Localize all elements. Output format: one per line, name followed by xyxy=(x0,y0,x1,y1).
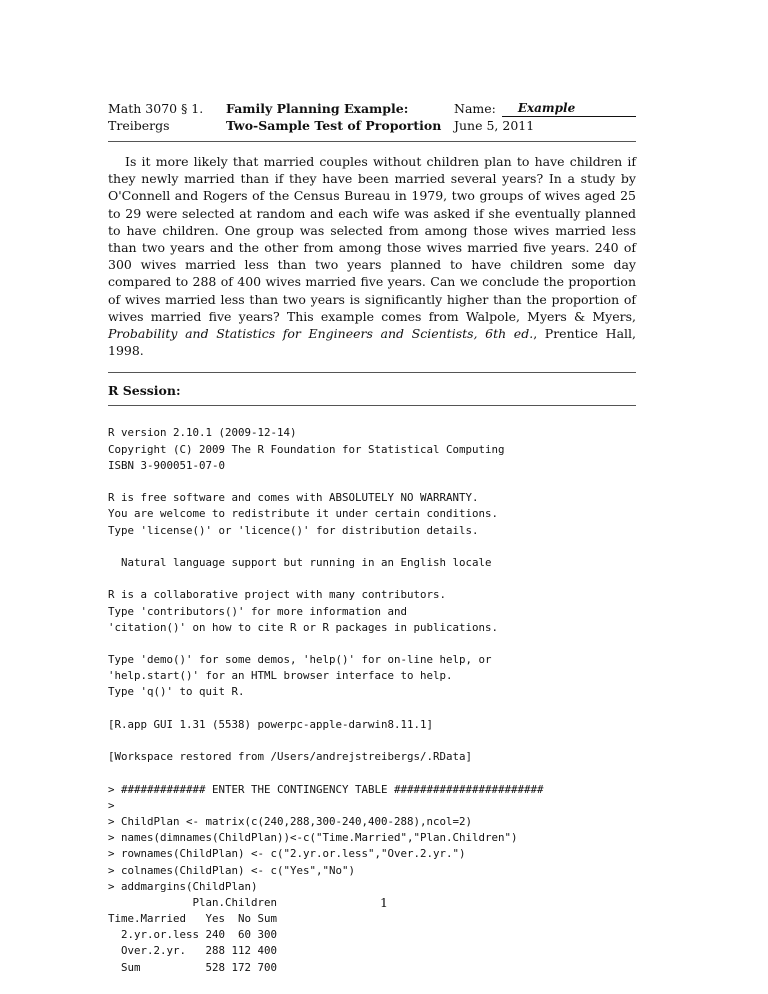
code-line: R is a collaborative project with many contributors. xyxy=(108,588,447,602)
code-line: [Workspace restored from /Users/andrejstreibergs/.RData] xyxy=(108,750,473,764)
document-page xyxy=(108,100,636,976)
code-line xyxy=(108,765,636,781)
course-info xyxy=(108,100,203,134)
code-line xyxy=(108,733,636,749)
r-session-output xyxy=(108,425,636,975)
name-date-block xyxy=(454,100,636,134)
code-line: You are welcome to redistribute it under certain conditions. xyxy=(108,507,499,521)
course-number: Math 3070 § 1. xyxy=(108,101,204,116)
title-line-1: Family Planning Example: xyxy=(226,101,409,116)
title-line-2: Two-Sample Test of Proportion xyxy=(226,118,442,133)
name-value: Example xyxy=(502,101,636,117)
code-line xyxy=(108,636,636,652)
code-line: > ############# ENTER THE CONTINGENCY TABLE ####################### xyxy=(108,782,544,796)
code-line xyxy=(108,474,636,490)
session-rule-bottom xyxy=(108,405,636,406)
header-rule xyxy=(108,141,636,142)
code-line xyxy=(108,571,636,587)
page-number: 1 xyxy=(380,895,388,910)
author-name: Treibergs xyxy=(108,118,170,133)
code-line: Sum 528 172 700 xyxy=(108,960,278,974)
book-title: Probability and Statistics for Engineers and Scientists, 6th ed. xyxy=(108,326,534,342)
code-line: Natural language support but running in an English locale xyxy=(108,555,492,569)
name-label: Name: xyxy=(454,101,496,116)
code-line: 'citation()' on how to cite R or R packages in publications. xyxy=(108,620,499,634)
code-line: > addmargins(ChildPlan) xyxy=(108,879,258,893)
code-line: ISBN 3-900051-07-0 xyxy=(108,458,226,472)
code-line: > rownames(ChildPlan) <- c("2.yr.or.less","Over.2.yr.") xyxy=(108,847,466,861)
document-title xyxy=(226,100,441,134)
intro-text-end: , Prentice Hall, 1998. xyxy=(108,326,636,359)
code-line: > names(dimnames(ChildPlan))<-c("Time.Married","Plan.Children") xyxy=(108,831,518,845)
document-header xyxy=(108,100,636,136)
code-line: R is free software and comes with ABSOLUTELY NO WARRANTY. xyxy=(108,491,479,505)
name-line xyxy=(454,100,636,117)
code-line: Type 'q()' to quit R. xyxy=(108,685,245,699)
code-line: Over.2.yr. 288 112 400 xyxy=(108,944,278,958)
code-line xyxy=(108,701,636,717)
code-line: 'help.start()' for an HTML browser interface to help. xyxy=(108,669,453,683)
code-line: Type 'contributors()' for more information and xyxy=(108,604,408,618)
session-rule-top xyxy=(108,372,636,373)
code-line: Plan.Children xyxy=(108,895,278,909)
code-line: > xyxy=(108,798,115,812)
session-heading: R Session: xyxy=(108,383,181,399)
code-line xyxy=(108,539,636,555)
code-line: > ChildPlan <- matrix(c(240,288,300-240,400-288),ncol=2) xyxy=(108,814,473,828)
code-line: Copyright (C) 2009 The R Foundation for Statistical Computing xyxy=(108,442,505,456)
code-line: [R.app GUI 1.31 (5538) powerpc-apple-darwin8.11.1] xyxy=(108,717,434,731)
document-date: June 5, 2011 xyxy=(454,118,535,133)
code-line: Type 'license()' or 'licence()' for distribution details. xyxy=(108,523,479,537)
intro-paragraph xyxy=(108,153,636,359)
code-line: > colnames(ChildPlan) <- c("Yes","No") xyxy=(108,863,356,877)
code-line: Type 'demo()' for some demos, 'help()' for on-line help, or xyxy=(108,653,492,667)
intro-text: Is it more likely that married couples without children plan to have children if they newly married than if they have been married several years? In a study by O'Connell and Rogers of the Census Bureau in 1979, two groups of wives aged 25 to 29 were selected at random and each wife was asked if she eventually planned to have children. One group was selected from among those wives married less than two years and the other from among those wives married five years. 240 of 300 wives married less than two years planned to have children some day compared to 288 of 400 wives married five years. Can we conclude the proportion of wives married less than two years is significantly higher than the proportion of wives married five years? This example comes from Walpole, Myers & Myers, xyxy=(108,154,636,324)
code-line: 2.yr.or.less 240 60 300 xyxy=(108,928,278,942)
code-line: Time.Married Yes No Sum xyxy=(108,912,278,926)
code-line: R version 2.10.1 (2009-12-14) xyxy=(108,426,297,440)
